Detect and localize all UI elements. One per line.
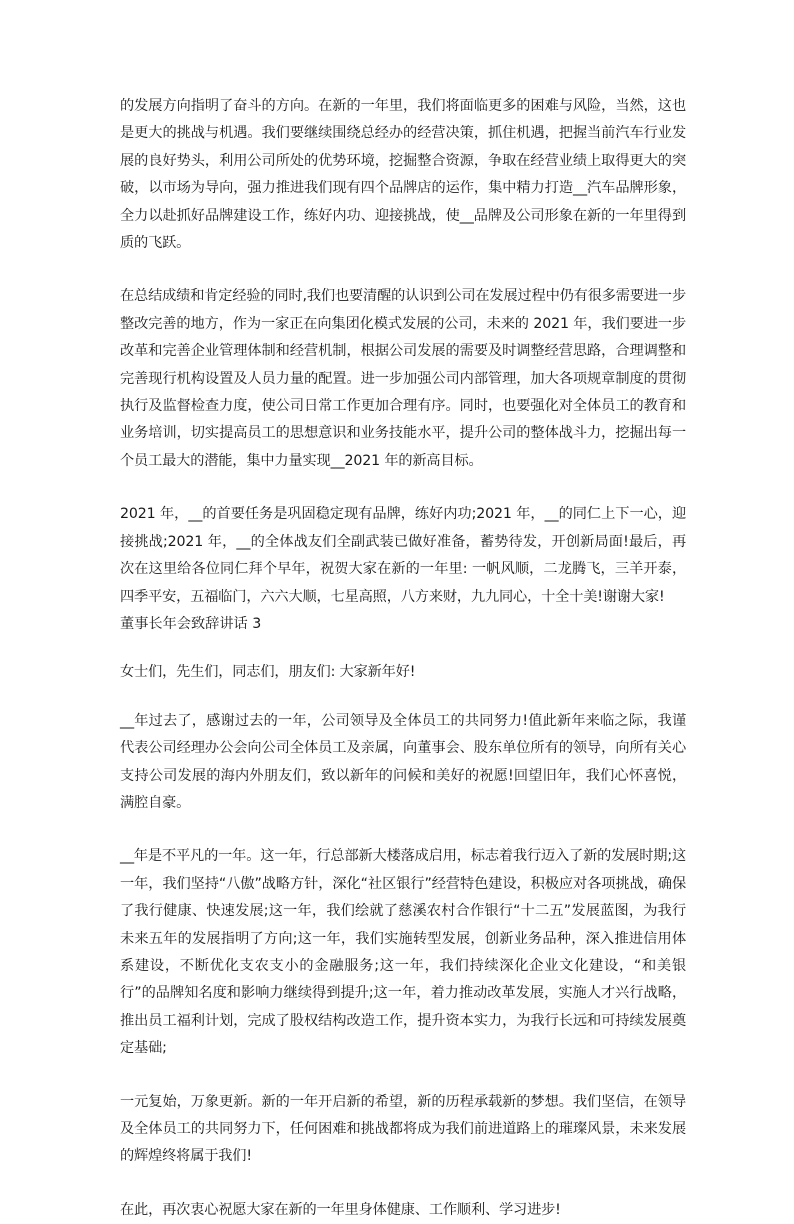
document-page: [120, 93, 686, 1224]
paragraph-closing-wishes: 在此，再次衷心祝愿大家在新的一年里身体健康、工作顺利、学习进步!: [120, 1201, 561, 1218]
paragraph-greeting: 女士们，先生们，同志们，朋友们: 大家新年好!: [120, 664, 416, 681]
paragraph-new-hope: 一元复始，万象更新。新的一年开启新的希望，新的历程承载新的梦想。我们坚信，在领导及全体员工的共同努力下，任何困难和挑战都将成为我们前进道路上的璀璨风景，未来发展的辉煌终将属于我们!: [120, 1093, 686, 1165]
paragraph-thanks: __年过去了，感谢过去的一年，公司领导及全体员工的共同努力!值此新年来临之际，我谨代表公司经理办公会向公司全体员工及亲属，向董事会、股东单位所有的领导，向所有关心支持公司发展的海内外朋友们，致以新年的问候和美好的祝愿!回望旧年，我们心怀喜悦，满腔自豪。: [120, 712, 686, 811]
paragraph-summary-experience: 在总结成绩和肯定经验的同时,我们也要清醒的认识到公司在发展过程中仍有很多需要进一步整改完善的地方，作为一家正在向集团化模式发展的公司，未来的 2021 年，我们要进一步改革和完善企业管理体制和经营机制，根据公司发展的需要及时调整经营思路，合理调整和完善现行机构设置及人员力量的配置。进一步加强公司内部管理，加大各项规章制度的贯彻执行及监督检查力度，使公司日常工作更加合理有序。同时，也要强化对全体员工的教育和业务培训，切实提高员工的思想意识和业务技能水平，提升公司的整体战斗力，挖掘出每一个员工最大的潜能，集中力量实现__2021 年的新高目标。: [120, 288, 686, 469]
paragraph-review-year: __年是不平凡的一年。这一年，行总部新大楼落成启用，标志着我行迈入了新的发展时期;这一年，我们坚持“八傲”战略方针，深化“社区银行”经营特色建设，积极应对各项挑战，确保了我行健康、快速发展;这一年，我们绘就了慈溪农村合作银行“十二五”发展蓝图，为我行未来五年的发展指明了方向;这一年，我们实施转型发展，创新业务品种，深入推进信用体系建设，不断优化支农支小的金融服务;这一年，我们持续深化企业文化建设，“和美银行”的品牌知名度和影响力继续得到提升;这一年，着力推动改革发展，实施人才兴行战略，推出员工福利计划，完成了股权结构改造工作，提升资本实力，为我行长远和可持续发展奠定基础;: [120, 848, 686, 1057]
paragraph-new-year-wishes: 2021 年，__的首要任务是巩固稳定现有品牌，练好内功;2021 年，__的同仁上下一心，迎接挑战;2021 年，__的全体战友们全副武装已做好准备，蓄势待发，开创新局面!最后，再次在这里给各位同仁拜个早年，祝贺大家在新的一年里: 一帆风顺，二龙腾飞，三羊开泰，四季平安，五福临门，六六大顺，七星高照，八方来财，九九同心，十全十美!谢谢大家!: [120, 506, 686, 605]
paragraph-development-direction: 的发展方向指明了奋斗的方向。在新的一年里，我们将面临更多的困难与风险，当然，这也是更大的挑战与机遇。我们要继续围绕总经办的经营决策，抓住机遇，把握当前汽车行业发展的良好势头，利用公司所处的优势环境，挖掘整合资源，争取在经营业绩上取得更大的突破，以市场为导向，强力推进我们现有四个品牌店的运作，集中精力打造__汽车品牌形象，全力以赴抓好品牌建设工作，练好内功、迎接挑战，使__品牌及公司形象在新的一年里得到质的飞跃。: [120, 98, 686, 252]
section-heading: 董事长年会致辞讲话 3: [120, 615, 262, 632]
